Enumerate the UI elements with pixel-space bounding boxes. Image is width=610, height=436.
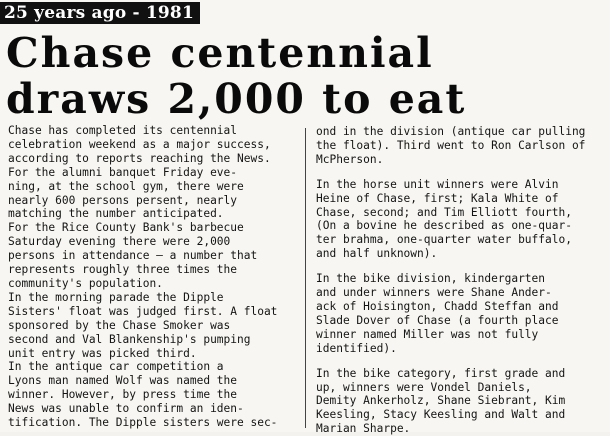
article-paragraph [8, 166, 298, 222]
headline [6, 30, 606, 122]
article-paragraph [316, 367, 608, 436]
article-paragraph [8, 221, 298, 291]
text-line: winner. However, by press time the [8, 388, 238, 402]
text-line: ond in the division (antique car pulling [316, 125, 586, 138]
text-line: celebration weekend as a major success, [8, 137, 271, 151]
text-line: second and Val Blankenship's pumping [8, 332, 251, 346]
text-line: identified). [316, 341, 397, 355]
text-line: tification. The Dipple sisters were sec- [8, 416, 278, 430]
text-line: winner named Miller was not fully [316, 327, 539, 341]
text-line: Slade Dover of Chase (a fourth place [316, 313, 559, 327]
text-line: ack of Hoisington, Chadd Steffan and [316, 299, 559, 313]
text-line: For the alumni banquet Friday eve- [8, 165, 238, 179]
text-line: persons in attendance — a number that [8, 249, 258, 263]
text-line: In the bike division, kindergarten [316, 272, 546, 286]
text-line: up, winners were Vondel Daniels, [316, 380, 532, 394]
text-line: Saturday evening there were 2,000 [8, 235, 231, 249]
headline-line-1: Chase centennial [6, 29, 434, 77]
text-line: In the horse unit winners were Alvin [316, 177, 559, 191]
text-line: Marian Sharpe. [316, 422, 411, 436]
article-paragraph [8, 124, 298, 166]
column-divider [305, 128, 306, 428]
text-line: and half unknown). [316, 247, 438, 261]
article-paragraph [316, 178, 608, 261]
text-line: In the morning parade the Dipple [8, 290, 224, 304]
headline-line-2: draws 2,000 to eat [6, 75, 467, 123]
text-line: In the bike category, first grade and [316, 366, 566, 380]
text-line: matching the number anticipated. [8, 207, 224, 221]
text-line: according to reports reaching the News. [8, 151, 271, 165]
text-line: Sisters' float was judged first. A float [8, 304, 278, 318]
text-line: ning, at the school gym, there were [8, 179, 244, 193]
text-line: Chase has completed its centennial [8, 124, 238, 137]
text-line: ter brahma, one-quarter water buffalo, [316, 233, 572, 247]
article-paragraph [8, 291, 298, 361]
text-line: Chase, second; and Tim Elliott fourth, [316, 205, 572, 219]
text-line: and under winners were Shane Ander- [316, 286, 552, 300]
text-line: community's population. [8, 276, 163, 290]
text-line: News was unable to confirm an iden- [8, 402, 244, 416]
text-line: represents roughly three times the [8, 263, 238, 277]
text-line: McPherson. [316, 152, 384, 166]
text-line: Keesling, Stacy Keesling and Walt and [316, 408, 566, 422]
text-line: nearly 600 persons persent, nearly [8, 193, 238, 207]
article-paragraph [8, 360, 298, 430]
article-left-column [8, 124, 298, 430]
text-line: unit entry was picked third. [8, 346, 197, 360]
article-right-column [316, 125, 608, 436]
text-line: Demity Ankerholz, Shane Siebrant, Kim [316, 394, 566, 408]
section-kicker: 25 years ago - 1981 [0, 2, 200, 24]
text-line: sponsored by the Chase Smoker was [8, 318, 231, 332]
text-line: Heine of Chase, first; Kala White of [316, 191, 559, 205]
text-line: For the Rice County Bank's barbecue [8, 221, 244, 235]
article-paragraph [316, 125, 608, 167]
text-line: (On a bovine he described as one-quar- [316, 219, 572, 233]
text-line: Lyons man named Wolf was named the [8, 374, 238, 388]
text-line: In the antique car competition a [8, 360, 224, 374]
article-paragraph [316, 272, 608, 355]
text-line: the float). Third went to Ron Carlson of [316, 138, 586, 152]
